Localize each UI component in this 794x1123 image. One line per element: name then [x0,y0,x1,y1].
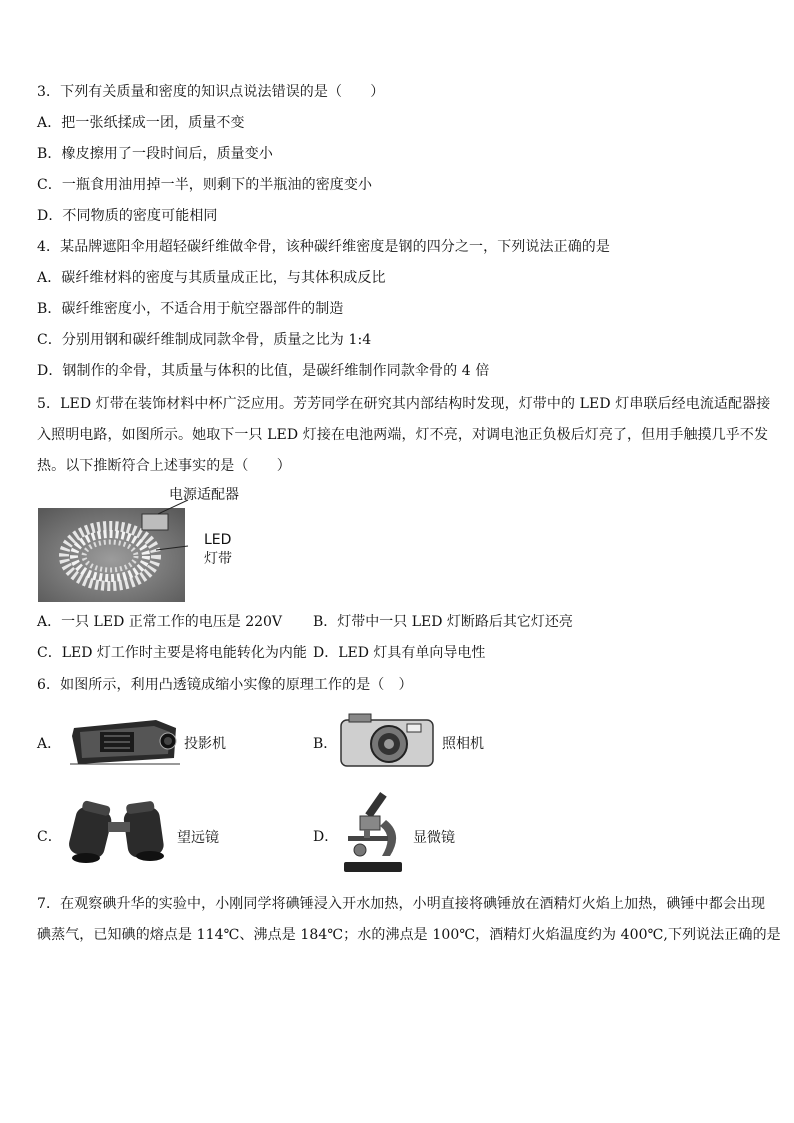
q3-option-c: C．一瓶食用油用掉一半，则剩下的半瓶油的密度变小 [37,177,373,193]
projector-icon [70,714,184,766]
q6-stem: 6．如图所示，利用凸透镜成缩小实像的原理工作的是（ ） [37,677,413,693]
microscope-icon [338,790,410,874]
q6-option-d-text: 显微镜 [413,830,455,846]
binoculars-icon [66,800,176,864]
q5-stem-line-1: 5．LED 灯带在装饰材料中杯广泛应用。芳芳同学在研究其内部结构时发现，灯带中的 LED 灯串联后经电流适配器接 [37,396,771,412]
q3-option-b: B．橡皮擦用了一段时间后，质量变小 [37,146,273,162]
q6-option-c-letter: C． [37,829,62,845]
q5-option-c: C．LED 灯工作时主要是将电能转化为内能 [37,645,307,661]
q5-option-a: A．一只 LED 正常工作的电压是 220V [37,614,283,630]
q6-option-a-letter: A． [37,736,62,752]
led-label: LED [204,532,232,548]
adapter-label: 电源适配器 [169,487,239,503]
q3-stem: 3．下列有关质量和密度的知识点说法错误的是（ ） [37,84,385,100]
q4-stem: 4．某品牌遮阳伞用超轻碳纤维做伞骨，该种碳纤维密度是钢的四分之一，下列说法正确的是 [37,239,611,255]
camera-icon [339,712,435,768]
q3-option-d: D．不同物质的密度可能相同 [37,208,218,224]
q7-stem-line-1: 7．在观察碘升华的实验中，小刚同学将碘锤浸入开水加热，小明直接将碘锤放在酒精灯火焰上加热，碘锤中都会出现 [37,896,766,912]
led-strip-figure [38,484,298,602]
q5-option-d: D．LED 灯具有单向导电性 [313,645,486,661]
q4-option-a: A．碳纤维材料的密度与其质量成正比，与其体积成反比 [37,270,386,286]
q4-option-d: D．钢制作的伞骨，其质量与体积的比值，是碳纤维制作同款伞骨的 4 倍 [37,363,490,379]
led-strip-photo [38,484,298,602]
q7-stem-line-2: 碘蒸气，已知碘的熔点是 114℃、沸点是 184℃；水的沸点是 100℃，酒精灯火焰温度约为 400℃,下列说法正确的是 [37,927,781,943]
strip-label: 灯带 [204,551,232,567]
q4-option-b: B．碳纤维密度小，不适合用于航空器部件的制造 [37,301,344,317]
q6-option-d-letter: D． [313,829,339,845]
q6-option-b-text: 照相机 [442,736,484,752]
q5-option-b: B．灯带中一只 LED 灯断路后其它灯还亮 [313,614,573,630]
q6-option-b-letter: B． [313,736,338,752]
q4-option-c: C．分别用钢和碳纤维制成同款伞骨，质量之比为 1:4 [37,332,372,348]
q5-stem-line-2: 入照明电路，如图所示。她取下一只 LED 灯接在电池两端，灯不亮，对调电池正负极后灯亮了，但用手触摸几乎不发 [37,427,769,443]
q5-stem-line-3: 热。以下推断符合上述事实的是（ ） [37,458,291,474]
q6-option-a-text: 投影机 [184,736,226,752]
q6-option-c-text: 望远镜 [177,830,219,846]
q3-option-a: A．把一张纸揉成一团，质量不变 [37,115,245,131]
